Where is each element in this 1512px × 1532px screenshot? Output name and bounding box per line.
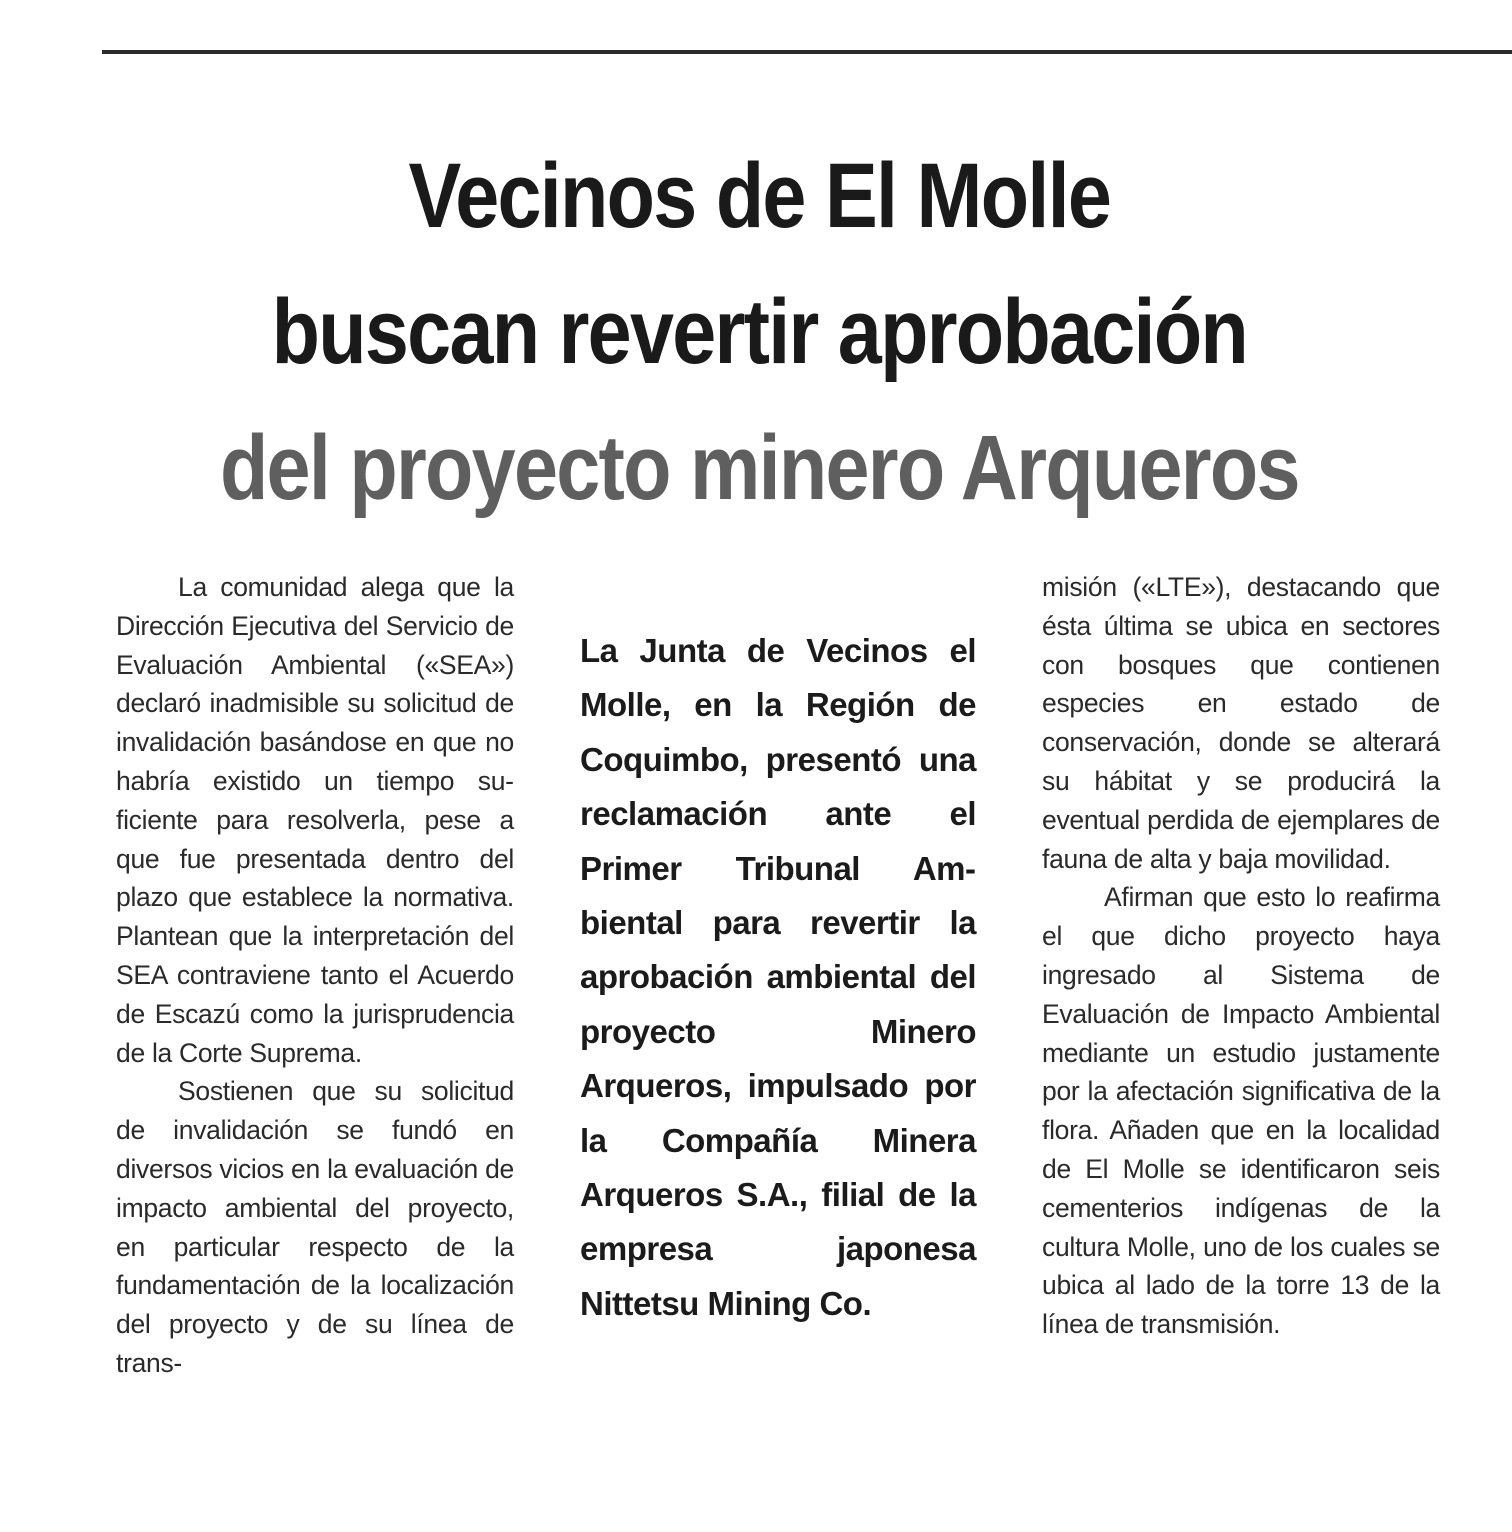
left-paragraph-1: La comunidad alega que la Dirección Ejecutiva del Servicio de Evaluación Ambiental («SEA») declaró inadmisible su solicitud de invalidación basándose en que no habría existido un tiempo suficiente para resolverla, pese a que fue presentada dentro del plazo que establece la normativa. Plantean que la interpretación del SEA contraviene tanto el Acuerdo de Escazú como la jurisprudencia de la Corte Suprema. <box>116 572 514 1068</box>
headline-line-2: buscan revertir aprobación <box>271 281 1248 383</box>
left-paragraph-2: Sostienen que su solicitud de invalidación se fundó en diversos vicios en la evaluación de impacto ambiental del proyecto, en particular respecto de la fundamentación de la localización del proyecto y de su línea de trans- <box>116 1076 514 1378</box>
right-paragraph-1: misión («LTE»), destacando que ésta última se ubica en sectores con bosques que contienen especies en estado de conservación, donde se alterará su hábitat y se producirá la eventual perdida de ejemplares de fauna de alta y baja movilidad. <box>1042 572 1440 874</box>
right-column <box>1042 568 1440 1344</box>
lead-paragraph: La Junta de Vecinos el Molle, en la Región de Coquimbo, presentó una reclamación ante el Primer Tribunal Ambiental para revertir la aprobación ambiental del proyecto Minero Arqueros, impulsado por la Compañía Minera Arqueros S.A., filial de la empresa japonesa Nittetsu Mining Co. <box>580 632 976 1322</box>
headline-line-3: del proyecto minero Arqueros <box>219 417 1299 519</box>
top-rule <box>102 50 1512 54</box>
lead-column <box>580 624 976 1331</box>
left-column <box>116 568 514 1383</box>
headline-line-1: Vecinos de El Molle <box>408 145 1111 247</box>
article-headline <box>109 128 1409 536</box>
right-paragraph-2: Afirman que esto lo reafirma el que dicho proyecto haya ingresado al Sistema de Evaluación de Impacto Ambiental mediante un estudio justamente por la afectación significativa de la flora. Añaden que en la localidad de El Molle se identificaron seis cementerios indígenas de la cultura Molle, uno de los cuales se ubica al lado de la torre 13 de la línea de transmisión. <box>1042 882 1440 1340</box>
